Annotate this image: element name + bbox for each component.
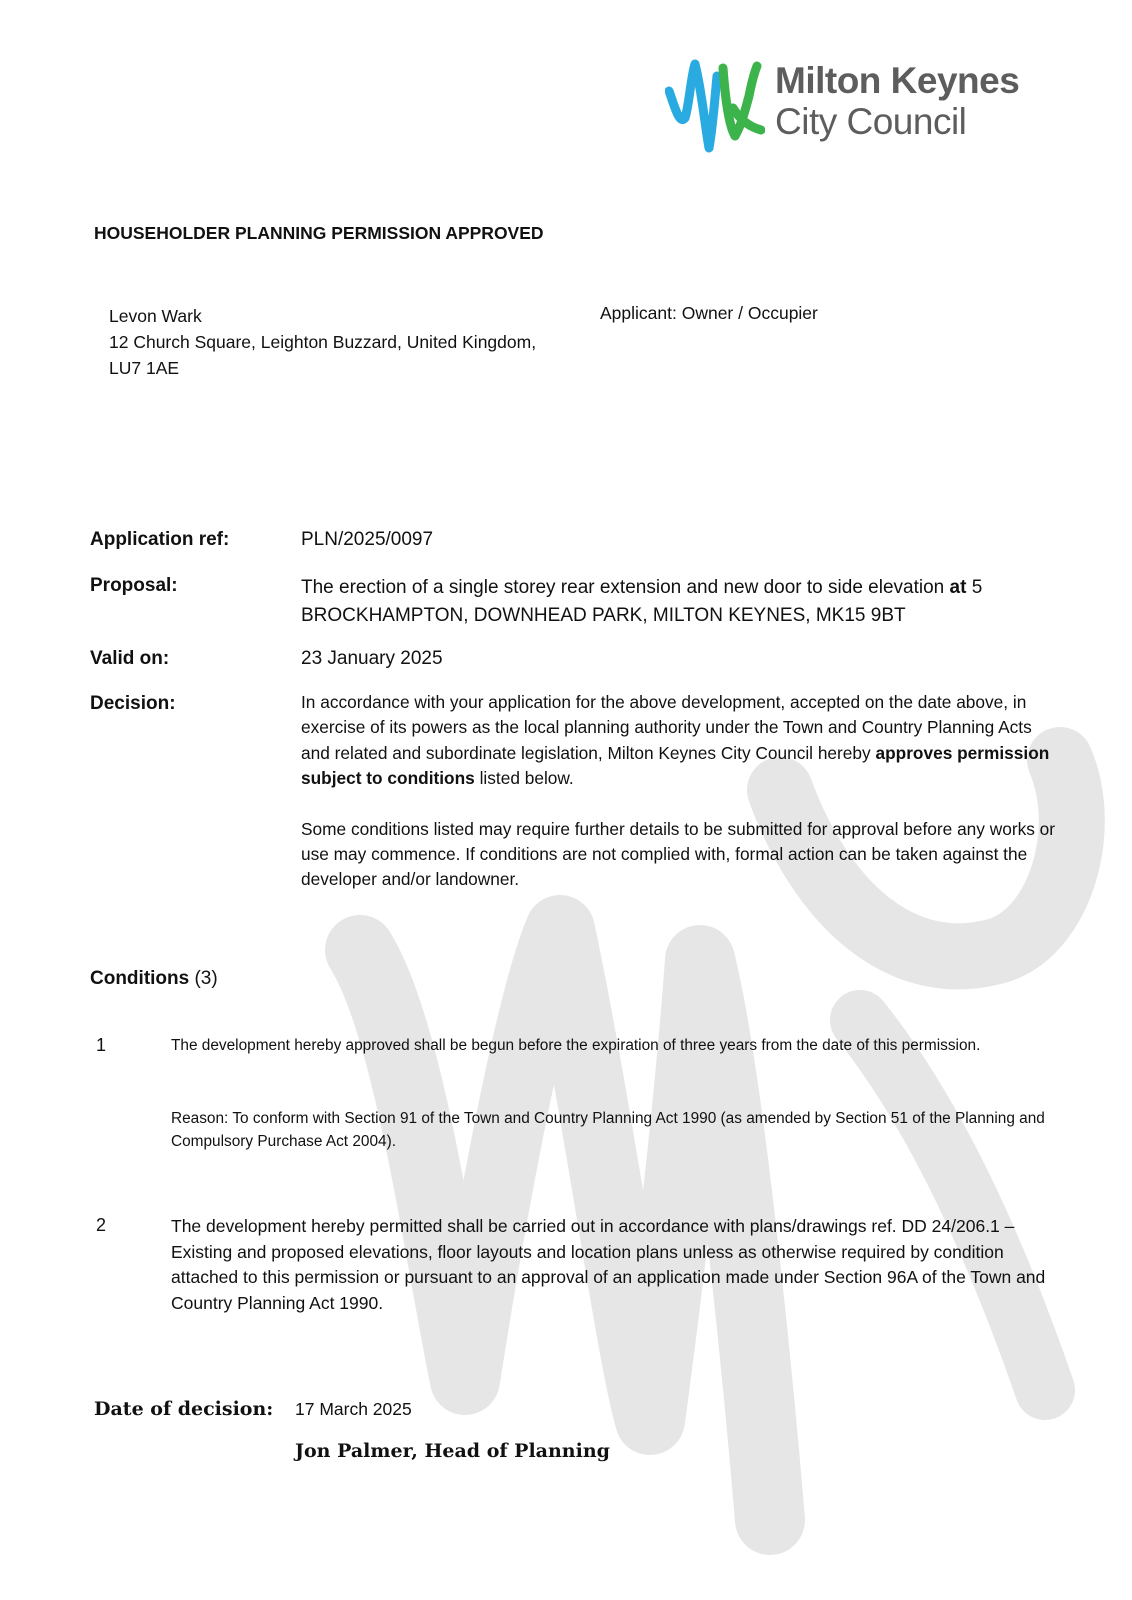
recipient-name: Levon Wark: [109, 306, 202, 326]
conditions-label: Conditions: [90, 968, 190, 989]
decision-p1-before: In accordance with your application for the above development, accepted on the date above, in exercise of its powers as the local planning authority under the Town and Country Planning Acts and related and subordinate legislation, Milton Keynes City Council hereby: [301, 692, 1032, 763]
signatory: Jon Palmer, Head of Planning: [295, 1440, 610, 1462]
decision-p1-after: listed below.: [479, 768, 574, 789]
watermark-k-leg: [860, 1020, 1045, 1390]
proposal-at: at: [949, 577, 967, 598]
proposal-text: The erection of a single storey rear extension and new door to side elevation: [301, 577, 945, 598]
date-of-decision-value: 17 March 2025: [295, 1399, 412, 1419]
logo-line-1: Milton Keynes: [775, 60, 1020, 101]
condition-2-text: The development hereby permitted shall be carried out in accordance with plans/drawings ref. DD 24/206.1 – Existing and proposed elevations, floor layouts and location plans unless as otherwise required by condition attached to this permission or pursuant to an approval of an application made under Section 96A of the Town and Country Planning Act 1990.: [171, 1216, 1046, 1313]
proposal-address-start: 5: [971, 577, 983, 598]
application-ref-label: Application ref:: [90, 529, 230, 550]
proposal-label: Proposal:: [90, 575, 178, 596]
decision-paragraph-2: Some conditions listed may require further details to be submitted for approval before any works or use may commence. If conditions are not complied with, formal action can be taken against the developer and/or landowner.: [301, 818, 1056, 890]
condition-1-reason: Reason: To conform with Section 91 of the Town and Country Planning Act 1990 (as amended by Section 51 of the Planning and Compulsory Purchase Act 2004).: [171, 1110, 1045, 1150]
applicant-type: Applicant: Owner / Occupier: [600, 303, 818, 323]
condition-1-text: The development hereby approved shall be begun before the expiration of three years from the date of this permission.: [171, 1037, 981, 1054]
council-logo: [665, 56, 1065, 156]
logo-line-2: City Council: [775, 101, 967, 142]
condition-1-number: 1: [96, 1035, 107, 1055]
decision-label: Decision:: [90, 693, 176, 714]
valid-on-label: Valid on:: [90, 648, 170, 669]
application-ref-value: PLN/2025/0097: [301, 529, 434, 550]
valid-on-value: 23 January 2025: [301, 648, 443, 669]
proposal-value: [301, 574, 1061, 630]
decision-text: [301, 690, 1061, 893]
recipient-address: [109, 303, 536, 381]
mk-logo-icon: [665, 56, 765, 156]
date-of-decision-label: Date of decision:: [94, 1398, 274, 1420]
conditions-heading: [90, 968, 218, 990]
decision-paragraph-1: [301, 690, 1061, 792]
decision-p1-bold: approves permission subject to conditions: [301, 742, 1050, 789]
recipient-address-line1: 12 Church Square, Leighton Buzzard, United Kingdom,: [109, 332, 537, 352]
condition-2-number: 2: [96, 1215, 107, 1235]
conditions-count: (3): [194, 968, 218, 989]
document-heading: HOUSEHOLDER PLANNING PERMISSION APPROVED: [94, 223, 544, 243]
proposal-address: BROCKHAMPTON, DOWNHEAD PARK, MILTON KEYNES, MK15 9BT: [301, 605, 906, 626]
recipient-address-line2: LU7 1AE: [109, 358, 180, 378]
